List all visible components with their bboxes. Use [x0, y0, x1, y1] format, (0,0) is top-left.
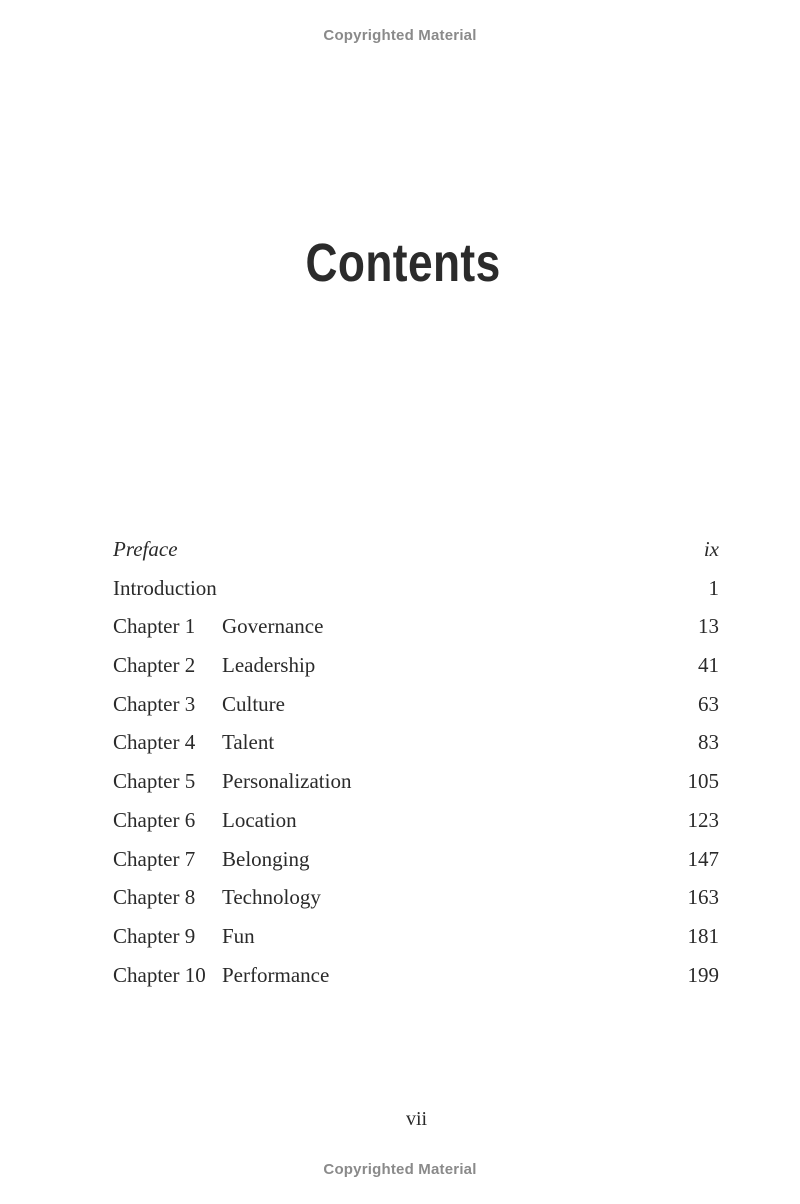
page-title: Contents: [305, 233, 501, 293]
toc-entry-page: 163: [687, 885, 719, 910]
toc-entry-chapter-5[interactable]: [113, 762, 719, 801]
toc-entry-chapter-7[interactable]: [113, 840, 719, 879]
toc-entry-title: Location: [222, 807, 297, 832]
toc-entry-page: 13: [698, 614, 719, 639]
toc-entry-label: Chapter 4: [113, 730, 196, 755]
toc-entry-chapter-10[interactable]: [113, 956, 719, 995]
page-number: vii: [405, 1108, 428, 1130]
toc-entry-chapter-2[interactable]: [113, 646, 719, 685]
toc-entry-label: Chapter 8: [113, 885, 196, 910]
toc-entry-label: Chapter 7: [113, 846, 196, 871]
toc-entry-label: Introduction: [113, 575, 217, 600]
copyright-watermark-bottom: Copyrighted Material: [323, 1161, 477, 1178]
toc-entry-title: Performance: [222, 962, 330, 987]
toc-entry-page: 105: [687, 769, 719, 794]
toc-entry-title: Culture: [222, 691, 285, 716]
toc-entry-chapter-1[interactable]: [113, 607, 719, 646]
toc-entry-chapter-8[interactable]: [113, 878, 719, 917]
toc-entry-title: Leadership: [222, 653, 316, 678]
toc-entry-title: Belonging: [222, 846, 310, 871]
table-of-contents: [113, 530, 719, 994]
toc-entry-label: Chapter 5: [113, 769, 196, 794]
toc-entry-label: Chapter 1: [113, 614, 196, 639]
copyright-watermark-top: Copyrighted Material: [323, 27, 477, 44]
toc-entry-page: 181: [687, 923, 719, 948]
toc-entry-label: Chapter 2: [113, 653, 196, 678]
toc-entry-page: 199: [687, 962, 719, 987]
toc-entry-title: Technology: [222, 885, 321, 910]
toc-entry-label: Chapter 6: [113, 807, 196, 832]
toc-entry-page: ix: [703, 537, 719, 561]
toc-entry-introduction[interactable]: [113, 569, 719, 608]
toc-entry-page: 1: [708, 575, 719, 600]
toc-entry-label: Chapter 3: [113, 691, 196, 716]
toc-entry-label: Chapter 10: [113, 962, 206, 987]
toc-entry-page: 41: [698, 653, 719, 678]
toc-entry-chapter-3[interactable]: [113, 685, 719, 724]
toc-entry-page: 63: [698, 691, 719, 716]
toc-entry-chapter-9[interactable]: [113, 917, 719, 956]
toc-entry-title: Talent: [222, 730, 275, 755]
toc-entry-preface[interactable]: [113, 530, 719, 569]
toc-entry-label: Chapter 9: [113, 923, 196, 948]
toc-entry-page: 123: [687, 807, 719, 832]
toc-entry-chapter-4[interactable]: [113, 723, 719, 762]
toc-entry-chapter-6[interactable]: [113, 801, 719, 840]
toc-entry-title: Governance: [222, 614, 324, 639]
toc-entry-page: 83: [698, 730, 719, 755]
toc-entry-page: 147: [687, 846, 719, 871]
toc-entry-label: Preface: [113, 537, 178, 561]
toc-entry-title: Fun: [222, 923, 255, 948]
toc-entry-title: Personalization: [222, 769, 352, 794]
